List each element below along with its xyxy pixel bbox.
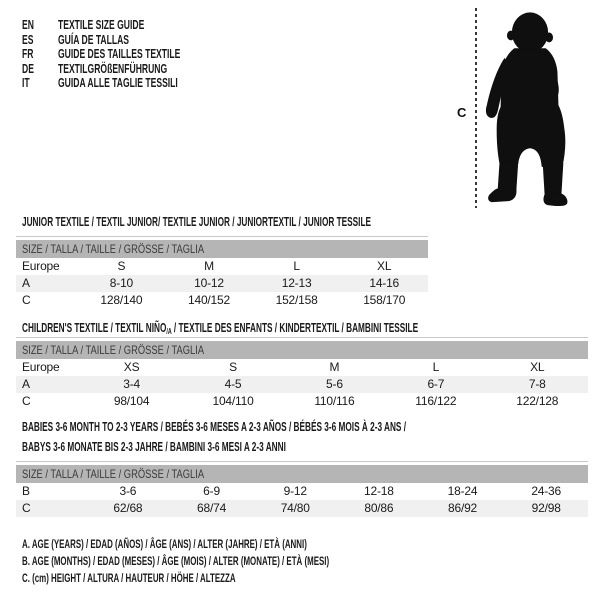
table-row — [16, 393, 588, 410]
toddler-silhouette-image — [482, 9, 578, 209]
value-cell: 9-12 — [283, 484, 307, 498]
value-cell: 98/104 — [113, 394, 150, 408]
language-code: DE — [22, 60, 34, 76]
language-title: GUIDA ALLE TAGLIE TESSILI — [58, 75, 178, 91]
babies-table — [16, 483, 588, 517]
junior-table — [16, 258, 428, 309]
row-label-cell: B — [22, 484, 30, 498]
value-cell: 152/158 — [275, 293, 318, 307]
value-cell: XL — [530, 360, 545, 374]
row-label-cell: C — [22, 394, 31, 408]
language-code: EN — [22, 17, 34, 32]
language-row — [22, 17, 243, 32]
language-title: TEXTILE SIZE GUIDE — [58, 17, 145, 32]
table-row — [16, 500, 588, 517]
row-label-cell: C — [22, 501, 31, 515]
size-header-bar — [16, 240, 428, 258]
value-cell: 116/122 — [415, 394, 457, 408]
value-cell: 92/98 — [531, 501, 561, 515]
junior-section-title — [22, 212, 551, 232]
value-cell: 122/128 — [516, 394, 559, 408]
language-title: TEXTILGRÖßENFÜHRUNG — [58, 60, 168, 76]
table-row — [16, 483, 588, 500]
children-table-body — [16, 359, 588, 410]
value-cell: 7-8 — [528, 377, 546, 391]
value-cell: 10-12 — [194, 276, 224, 290]
value-cell: 12-13 — [281, 276, 312, 290]
row-label-cell: A — [22, 276, 30, 290]
value-cell: 6-9 — [203, 484, 220, 498]
title-segment: BABIES 3-6 MONTH TO 2-3 YEARS / BEBÉS 3-6 MESES A 2-3 AÑOS / BÉBÉS 3-6 MOIS À 2-3 ANS / — [22, 420, 407, 434]
table-row — [16, 275, 428, 292]
row-label-cell: Europe — [22, 360, 60, 374]
value-cell: 6-7 — [427, 377, 445, 391]
language-code: IT — [22, 75, 30, 91]
language-title: GUIDE DES TAILLES TEXTILE — [58, 46, 181, 62]
height-marker-label: C — [457, 105, 467, 120]
value-cell: 140/152 — [188, 293, 230, 307]
value-cell: 158/170 — [363, 293, 406, 307]
children-size-table — [16, 337, 588, 410]
row-label-cell: Europe — [22, 259, 60, 273]
size-header-label: SIZE / TALLA / TAILLE / GRÖSSE / TAGLIA — [22, 343, 205, 357]
table-row — [16, 359, 588, 376]
value-cell: 110/116 — [314, 394, 355, 408]
babies-table-body — [16, 483, 588, 517]
language-header — [22, 17, 243, 90]
size-header-label: SIZE / TALLA / TAILLE / GRÖSSE / TAGLIA — [22, 242, 205, 256]
value-cell: 5-6 — [326, 377, 343, 391]
size-header-label: SIZE / TALLA / TAILLE / GRÖSSE / TAGLIA — [22, 467, 205, 481]
value-cell: 12-18 — [364, 484, 394, 498]
note-text: A. AGE (YEARS) / EDAD (AÑOS) / ÂGE (ANS) / ALTER (JAHRE) / ETÀ (ANNI) — [22, 537, 307, 551]
value-cell: L — [293, 259, 300, 273]
value-cell: M — [204, 259, 214, 273]
value-cell: 128/140 — [100, 293, 143, 307]
size-header-bar — [16, 341, 588, 359]
note-age-months — [22, 553, 487, 570]
value-cell: 86/92 — [448, 501, 478, 515]
table-row — [16, 292, 428, 309]
value-cell: 8-10 — [109, 276, 134, 290]
babies-section-title — [22, 417, 600, 457]
value-cell: S — [229, 360, 237, 374]
value-cell: 14-16 — [369, 276, 400, 290]
babies-title-text — [22, 417, 406, 457]
value-cell: 80/86 — [364, 501, 394, 515]
language-code: ES — [22, 31, 34, 47]
value-cell: XS — [123, 360, 140, 374]
language-row — [22, 61, 243, 76]
value-cell: 4-5 — [224, 377, 242, 391]
value-cell: 68/74 — [197, 501, 227, 515]
size-header-bar — [16, 465, 588, 483]
note-text: C. (cm) HEIGHT / ALTURA / HAUTEUR / HÖHE / ALTEZZA — [22, 571, 236, 585]
title-subscript: /A — [166, 327, 172, 336]
language-row — [22, 75, 243, 90]
note-age-years — [22, 536, 487, 553]
value-cell: XL — [377, 259, 392, 273]
value-cell: 3-4 — [123, 377, 140, 391]
value-cell: 62/68 — [113, 501, 143, 515]
value-cell: 24-36 — [531, 484, 562, 498]
junior-title-text — [22, 212, 371, 232]
row-label-cell: C — [22, 293, 31, 307]
junior-table-body — [16, 258, 428, 309]
note-text: B. AGE (MONTHS) / EDAD (MESES) / ÂGE (MOIS) / ALTER (MONATE) / ETÀ (MESI) — [22, 554, 330, 568]
language-title: GUÍA DE TALLAS — [58, 31, 130, 47]
value-cell: 104/110 — [212, 394, 254, 408]
junior-size-table — [16, 236, 428, 309]
title-segment: / TEXTILE DES ENFANTS / KINDERTEXTIL / BAMBINI TESSILE — [171, 321, 419, 335]
value-cell: M — [329, 360, 340, 374]
language-code: FR — [22, 46, 34, 62]
row-label-cell: A — [22, 377, 30, 391]
value-cell: S — [117, 259, 126, 273]
value-cell: 18-24 — [447, 484, 478, 498]
table-row — [16, 258, 428, 275]
height-dotted-line — [475, 8, 477, 208]
value-cell: 74/80 — [280, 501, 310, 515]
language-row — [22, 32, 243, 47]
children-table — [16, 359, 588, 410]
value-cell: L — [432, 360, 440, 374]
language-row — [22, 46, 243, 61]
babies-size-table — [16, 461, 588, 517]
legend-notes — [22, 536, 487, 587]
title-segment: JUNIOR TEXTILE / TEXTIL JUNIOR/ TEXTILE JUNIOR / JUNIORTEXTIL / JUNIOR TESSILE — [22, 215, 371, 229]
value-cell: 3-6 — [119, 484, 137, 498]
table-row — [16, 376, 588, 393]
title-segment: BABYS 3-6 MONATE BIS 2-3 JAHRE / BAMBINI 3-6 MESI A 2-3 ANNI — [22, 440, 286, 454]
title-segment: CHILDREN'S TEXTILE / TEXTIL NIÑO — [22, 321, 167, 335]
note-height-cm — [22, 570, 487, 587]
